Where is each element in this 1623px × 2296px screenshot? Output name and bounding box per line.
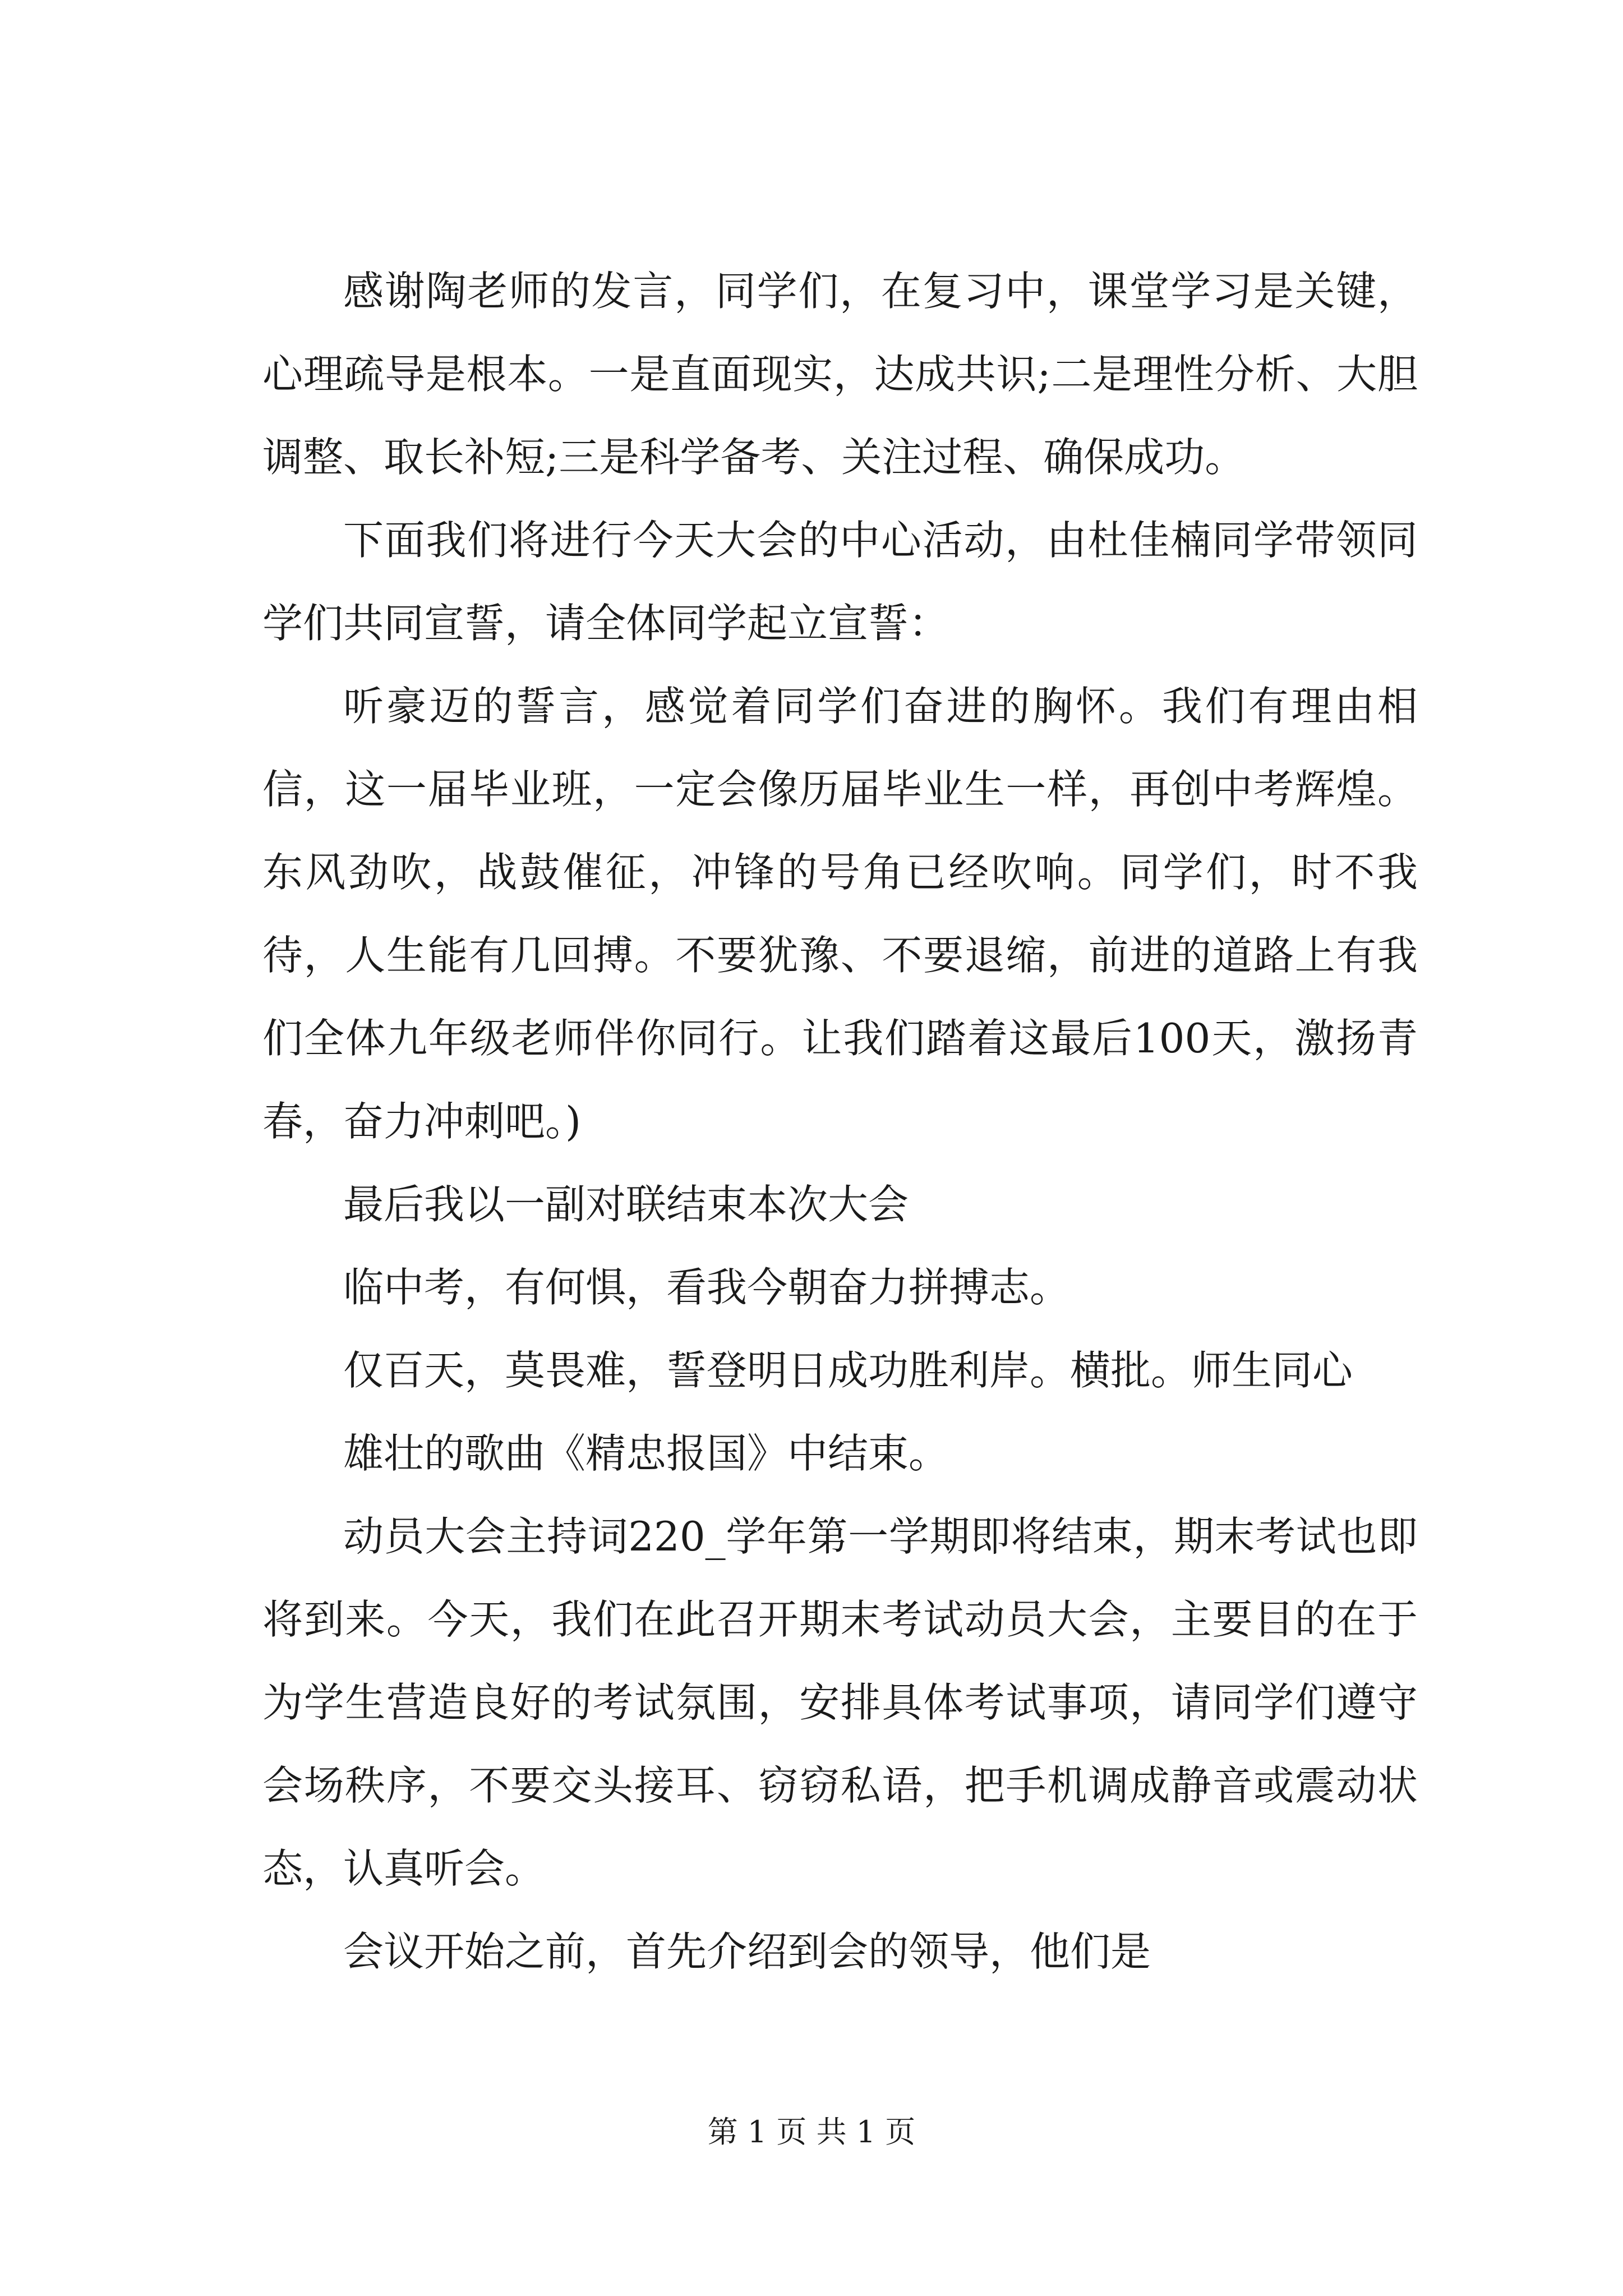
paragraph: 雄壮的歌曲《精忠报国》中结束。 (343, 1430, 949, 1477)
paragraph: 临中考，有何惧，看我今朝奋力拼搏志。 (343, 1264, 1071, 1311)
page-footer: 第 1 页 共 1 页 (707, 2114, 916, 2150)
paragraph: 下面我们将进行今天大会的中心活动，由杜佳楠同学带领同学们共同宣誓，请全体同学起立宣誓： (262, 517, 1418, 647)
paragraph: 最后我以一副对联结束本次大会 (343, 1181, 909, 1228)
document-body (262, 250, 1418, 1993)
paragraph: 仅百天，莫畏难，誓登明日成功胜利岸。横批。师生同心 (343, 1347, 1353, 1394)
paragraph: 感谢陶老师的发言，同学们，在复习中，课堂学习是关键，心理疏导是根本。一是直面现实，达成共识;二是理性分析、大胆调整、取长补短;三是科学备考、关注过程、确保成功。 (262, 268, 1418, 481)
paragraph: 听豪迈的誓言，感觉着同学们奋进的胸怀。我们有理由相信，这一届毕业班，一定会像历届毕业生一样，再创中考辉煌。东风劲吹，战鼓催征，冲锋的号角已经吹响。同学们，时不我待，人生能有几回搏。不要犹豫、不要退缩，前进的道路上有我们全体九年级老师伴你同行。让我们踏着这最后100天，激扬青春，奋力冲刺吧。) (262, 683, 1418, 1145)
paragraph: 会议开始之前，首先介绍到会的领导，他们是 (343, 1928, 1151, 1975)
paragraph: 动员大会主持词220_学年第一学期即将结束，期末考试也即将到来。今天，我们在此召开期末考试动员大会，主要目的在于为学生营造良好的考试氛围，安排具体考试事项，请同学们遵守会场秩序，不要交头接耳、窃窃私语，把手机调成静音或震动状态，认真听会。 (262, 1513, 1418, 1892)
